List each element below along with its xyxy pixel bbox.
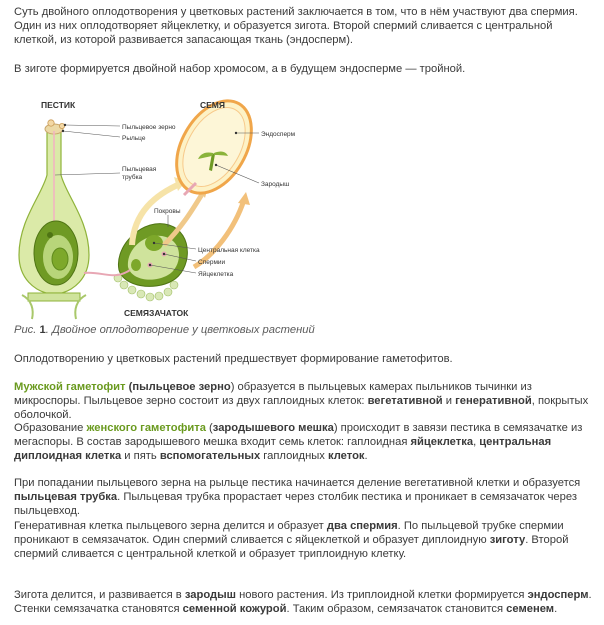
p5-haploid: гаплоидных <box>260 450 328 462</box>
intro-paragraph-1: Суть двойного оплодотворения у цветковых растений заключается в том, что в нём участвуют два спермия. Один из них оплодотворяет яйцеклетку, и образуется зигота. Второй спермий сливается с центральной клеткой, из которой развивается запасающая ткань (эндосперм). <box>14 6 578 46</box>
term-auxiliary: вспомогательных <box>159 450 261 462</box>
label-pollen-grain: Пыльцевое зерно <box>122 124 176 131</box>
intro-paragraph-2: В зиготе формируется двойной набор хромосом, а в будущем эндосперме — тройной. <box>14 63 466 75</box>
paragraph-pollen-tube <box>14 476 600 518</box>
p5-and-five: и пять <box>121 450 160 462</box>
label-egg-cell: Яйцеклетка <box>198 271 234 278</box>
pistil-heading: ПЕСТИК <box>41 100 76 110</box>
term-seed-coat: семенной кожурой <box>182 603 287 615</box>
p8-end: . <box>554 603 558 615</box>
term-generative: генеративной <box>455 395 532 407</box>
p6-end: . Пыльцевая трубка прорастает через столбик пестика и проникает в семязачаток через пыльцевход. <box>14 491 577 517</box>
ovule-heading: СЕМЯЗАЧАТОК <box>124 308 189 318</box>
caption-number: 1 <box>39 324 46 336</box>
term-seed: семенем <box>506 603 555 615</box>
p8-mid-1: нового растения. Из триплоидной клетки формируется <box>236 589 528 601</box>
paragraph-female-gametophyte <box>14 421 600 463</box>
term-pollen-grain: пыльцевое зерно <box>132 381 231 393</box>
p4-paren-open: ( <box>125 381 133 393</box>
figure-caption <box>14 323 315 337</box>
paragraph-seed-development <box>14 588 600 616</box>
term-embryo-sac: зародышевого мешка <box>212 422 334 434</box>
p8-mid-2: . Стенки семязачатка становятся <box>14 589 592 615</box>
term-embryo: зародыш <box>184 589 237 601</box>
term-endosperm: эндосперм <box>527 589 589 601</box>
p4-and: и <box>442 395 456 407</box>
term-pollen-tube: пыльцевая трубка <box>14 491 118 503</box>
p8-mid-3: . Таким образом, семязачаток становится <box>286 603 507 615</box>
caption-text: . Двойное оплодотворение у цветковых растений <box>45 324 315 336</box>
double-fertilization-figure <box>14 95 314 321</box>
p5-start: Образование <box>14 422 87 434</box>
label-pollen-tube-2: трубка <box>122 174 143 181</box>
paragraph-gametophytes: Оплодотворению у цветковых растений предшествует формирование гаметофитов. <box>14 353 453 365</box>
label-embryo: Зародыш <box>261 181 290 188</box>
term-central-diploid-cell: центральная диплоидная клетка <box>14 436 552 462</box>
label-pollen-tube-1: Пыльцевая <box>122 166 157 173</box>
term-male-gametophyte: Мужской гаметофит <box>14 381 126 393</box>
p7-end: . Второй спермий сливается с центральной клеткой и образует триплоидную клетку. <box>14 534 569 560</box>
term-female-gametophyte: женского гаметофита <box>86 422 206 434</box>
p5-paren: ( <box>205 422 213 434</box>
p4-text: ) образуется в пыльцевых камерах пыльников тычинки из микроспоры. Пыльцевое зерно состоит из двух гаплоидных клеток: <box>14 381 532 407</box>
p7-mid: . По пыльцевой трубке спермии проникают в семязачаток. Один спермий сливается с яйцеклеткой и образует диплоидную <box>14 520 564 546</box>
label-integuments: Покровы <box>154 208 181 215</box>
p6-start: При попадании пыльцевого зерна на рыльце пестика начинается деление вегетативной клетки и образуется <box>14 477 581 489</box>
pistil-drawing <box>19 120 89 319</box>
seed-heading: СЕМЯ <box>200 100 225 110</box>
paragraph-sperms <box>14 519 600 561</box>
term-two-sperms: два спермия <box>326 520 398 532</box>
term-vegetative: вегетативной <box>367 395 443 407</box>
term-cells: клеток <box>327 450 365 462</box>
term-zygote: зиготу <box>489 534 526 546</box>
p7-start: Генеративная клетка пыльцевого зерна делится и образует <box>14 520 327 532</box>
label-stigma: Рыльце <box>122 135 146 142</box>
p4-end: , покрытых оболочкой. <box>14 395 589 421</box>
p5-comma: , <box>473 436 480 448</box>
term-egg-cell: яйцеклетка <box>410 436 474 448</box>
caption-prefix: Рис. <box>14 324 40 336</box>
p8-start: Зигота делится, и развивается в <box>14 589 185 601</box>
paragraph-male-gametophyte <box>14 380 600 422</box>
label-endosperm: Эндосперм <box>261 131 296 138</box>
label-central-cell: Центральная клетка <box>198 247 260 254</box>
label-sperms: Спермии <box>198 259 226 266</box>
p5-text: ) происходит в завязи пестика в семязачатке из мегаспоры. В состав зародышевого мешка входит семь клеток: гаплоидная <box>14 422 583 448</box>
p5-end: . <box>364 450 368 462</box>
seed-drawing <box>161 95 266 206</box>
